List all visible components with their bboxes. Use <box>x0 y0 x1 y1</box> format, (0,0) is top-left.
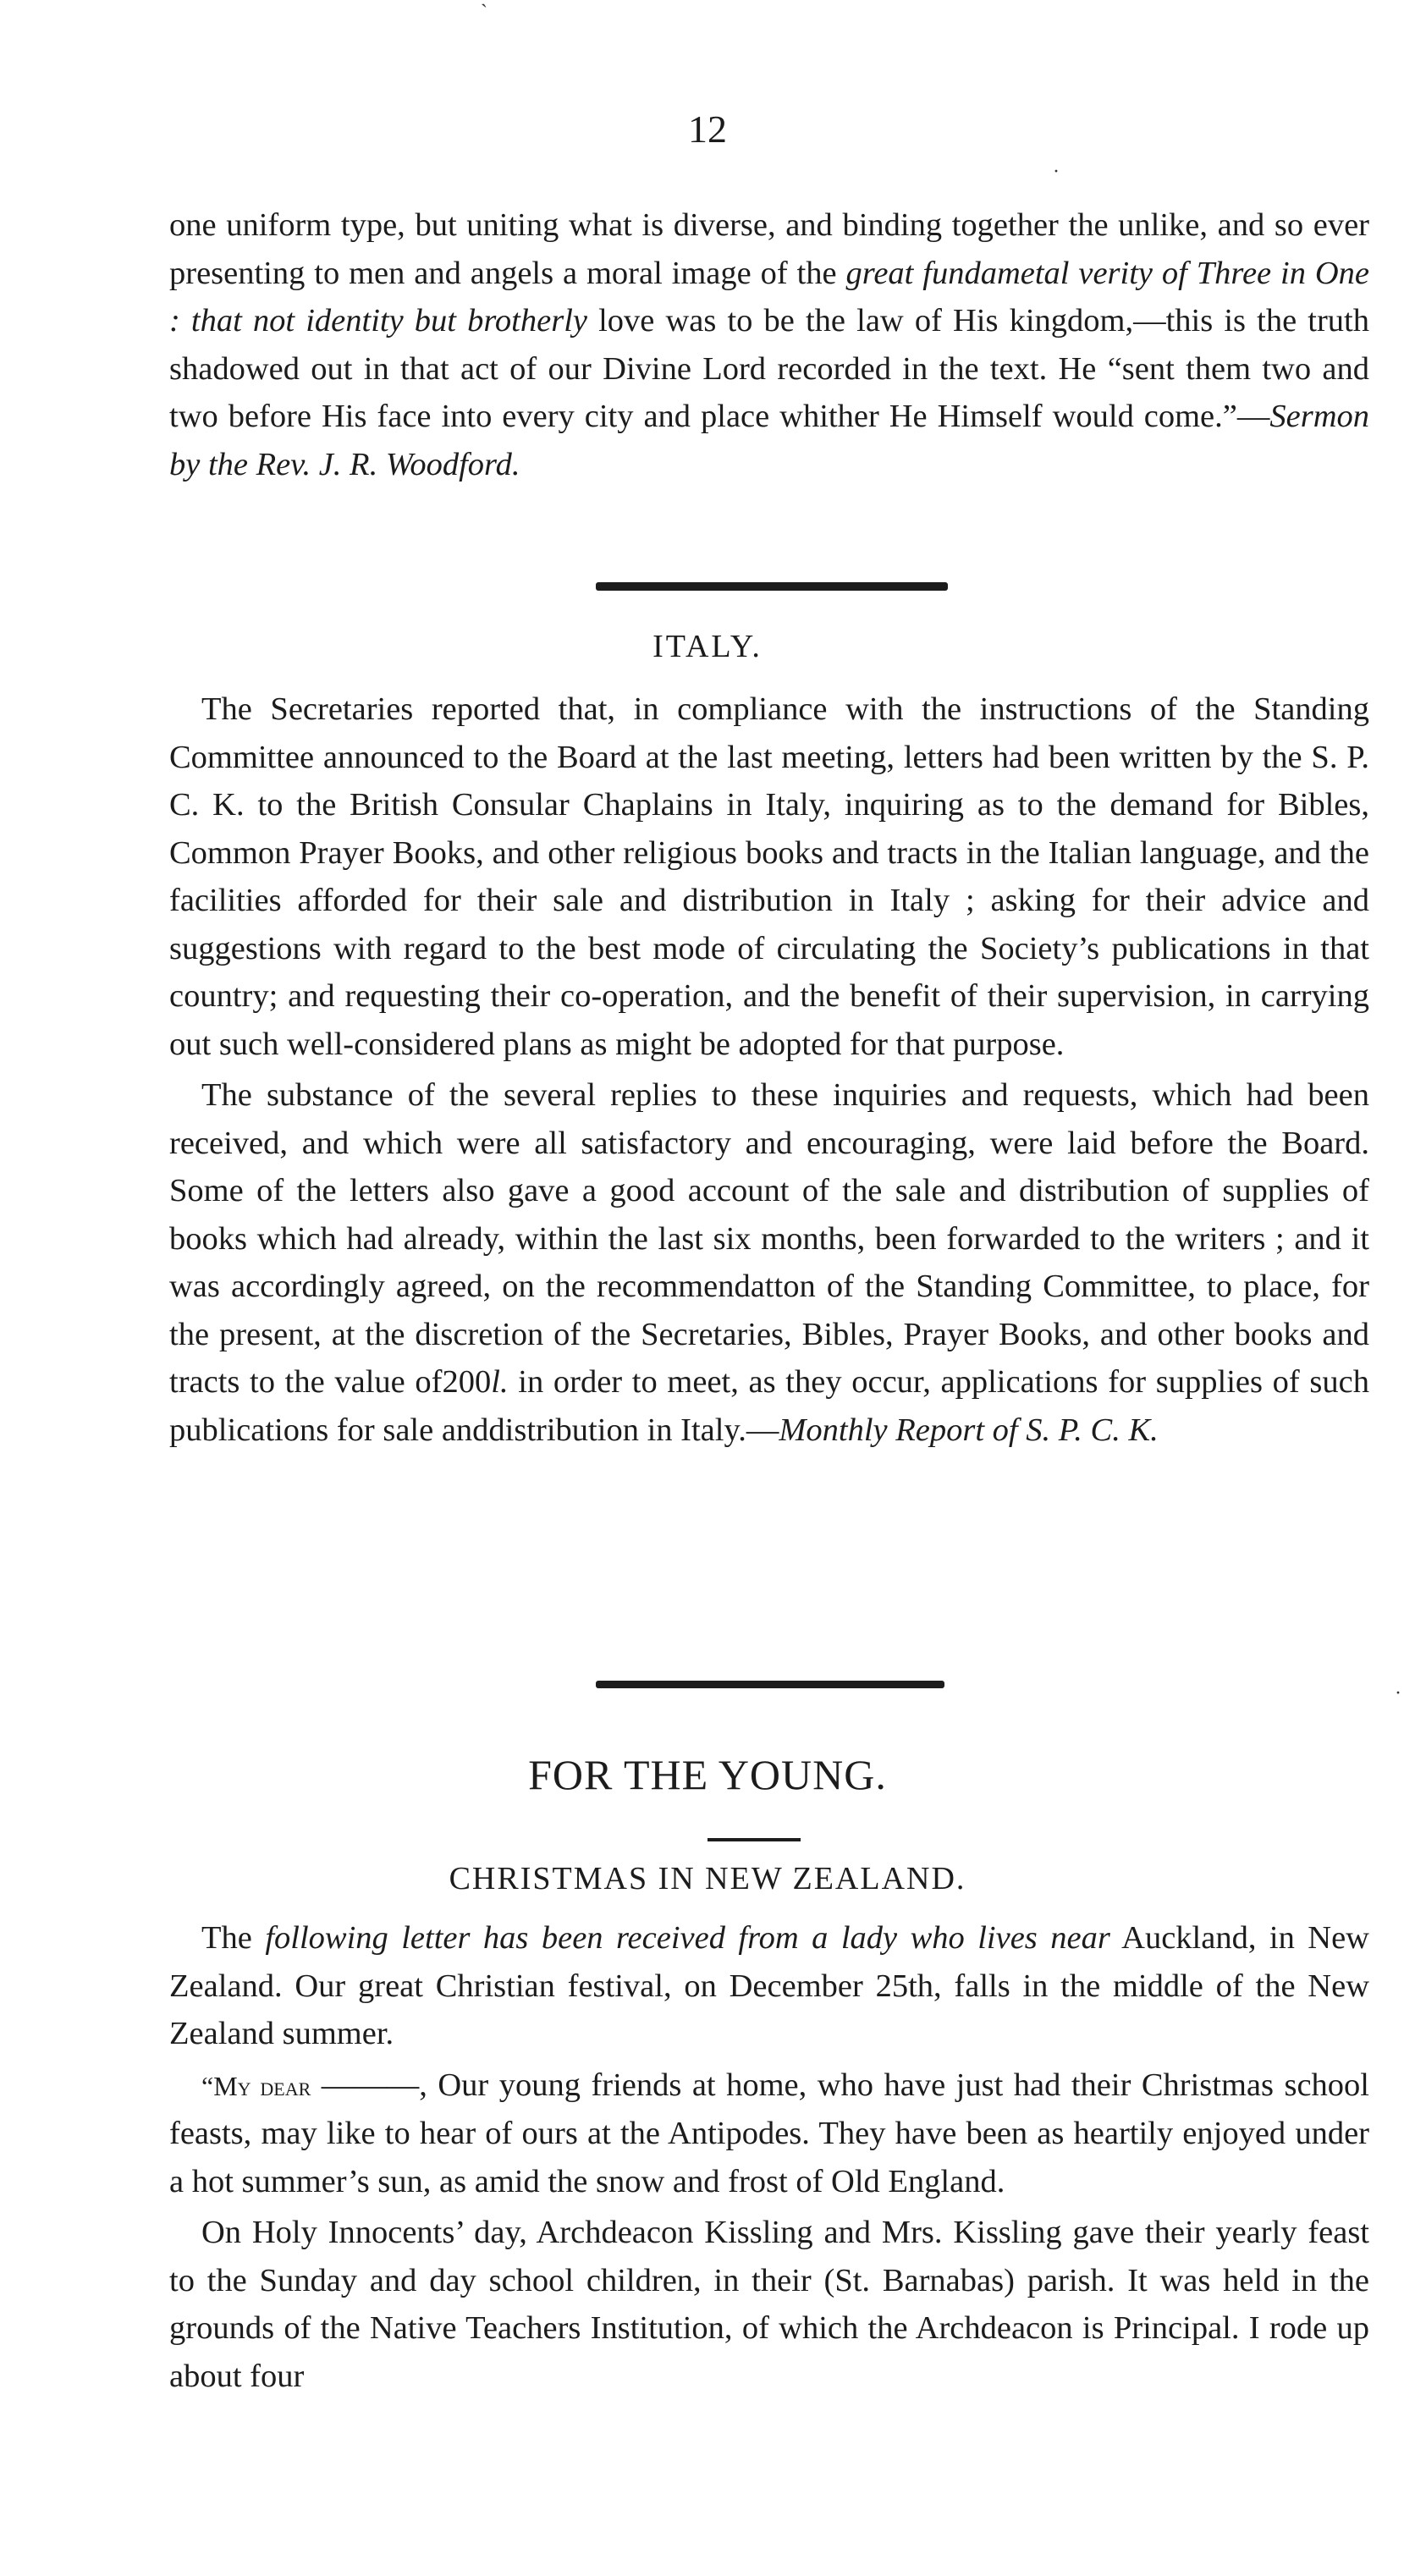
italy-paragraph-2 <box>169 1071 1369 1454</box>
young-paragraph-1 <box>169 1914 1369 2058</box>
italy-p2-text-3: in order to meet, as they occur, applications for supplies of such publications for sale anddistribution in Italy.— <box>169 1364 1369 1448</box>
print-speck: · <box>1395 1682 1401 1704</box>
young-p1-text-1: The <box>201 1920 266 1956</box>
print-speck: ˋ <box>481 2 487 24</box>
intro-paragraph <box>169 201 1369 488</box>
letter-salutation: “My dear <box>201 2070 311 2101</box>
young-paragraph-2 <box>169 2061 1369 2206</box>
christmas-heading: CHRISTMAS IN NEW ZEALAND. <box>449 1861 966 1896</box>
italy-p2-text-2: l. <box>491 1364 509 1400</box>
intro-column <box>169 201 1369 488</box>
italy-p2-text-1: The substance of the several replies to these inquiries and requests, which had been received, and which were all satisfactory and encouraging, were laid before the Board. Some of the letters also gave a good account of the sale and distribution of supplies of books which had already, within the last six months, been forwarded to the writers ; and it was accordingly agreed, on the recommendatton of the Standing Committee, to place, for the present, at the discretion of the Secretaries, Bibles, Prayer Books, and other books and tracts to the value of200 <box>169 1077 1369 1400</box>
subsection-divider <box>708 1838 801 1841</box>
young-p1-text-3: Auckland, in New Zealand. Our great Christian festival, on December 25th, falls in the middle of the New Zealand summer. <box>169 1920 1369 2051</box>
print-speck: · <box>1053 161 1060 183</box>
sermon-citation: Sermon by the Rev. J. R. Woodford. <box>169 399 1369 482</box>
italy-paragraph-1 <box>169 685 1369 1068</box>
intro-text-1: one uniform type, but uniting what is diverse, and binding together the unlike, and so ever presenting to men and angels a moral image of the <box>169 207 1369 291</box>
report-citation: Monthly Report of S. P. C. K. <box>779 1412 1159 1448</box>
young-p2-text: ———, Our young friends at home, who have just had their Christmas school feasts, may like to hear of ours at the Antipodes. They have been as heartily enjoyed under a hot summer’s sun, as amid the snow and frost of Old England. <box>169 2067 1370 2199</box>
young-column <box>169 1914 1369 2400</box>
italy-column <box>169 685 1369 1454</box>
intro-text-2: great fundametal verity of Three in One : that not identity but brotherly <box>169 255 1369 339</box>
section-divider <box>596 1681 944 1688</box>
young-heading: FOR THE YOUNG. <box>528 1751 887 1798</box>
italy-heading: ITALY. <box>652 629 763 664</box>
page-number: 12 <box>688 107 727 151</box>
young-p1-text-2: following letter has been received from a lady who lives near <box>265 1920 1110 1956</box>
section-divider <box>596 582 948 591</box>
young-paragraph-3 <box>169 2209 1369 2400</box>
young-p3-text: On Holy Innocents’ day, Archdeacon Kissling and Mrs. Kissling gave their yearly feast to the Sunday and day school children, in their (St. Barnabas) parish. It was held in the grounds of the Native Teachers Institution, of which the Archdeacon is Principal. I rode up about four <box>169 2215 1369 2394</box>
italy-p1-text: The Secretaries reported that, in compliance with the instructions of the Standing Committee announced to the Board at the last meeting, letters had been written by the S. P. C. K. to the British Consular Chaplains in Italy, inquiring as to the demand for Bibles, Common Prayer Books, and other religious books and tracts in the Italian language, and the facilities afforded for their sale and distribution in Italy ; asking for their advice and suggestions with regard to the best mode of circulating the Society’s publications in that country; and requesting their co-operation, and the benefit of their supervision, in carrying out such well-considered plans as might be adopted for that purpose. <box>169 691 1369 1062</box>
intro-text-3: love was to be the law of His kingdom,—this is the truth shadowed out in that act of our Divine Lord recorded in the text. He “sent them two and two before His face into every city and place whither He Himself would come.”— <box>169 303 1369 434</box>
